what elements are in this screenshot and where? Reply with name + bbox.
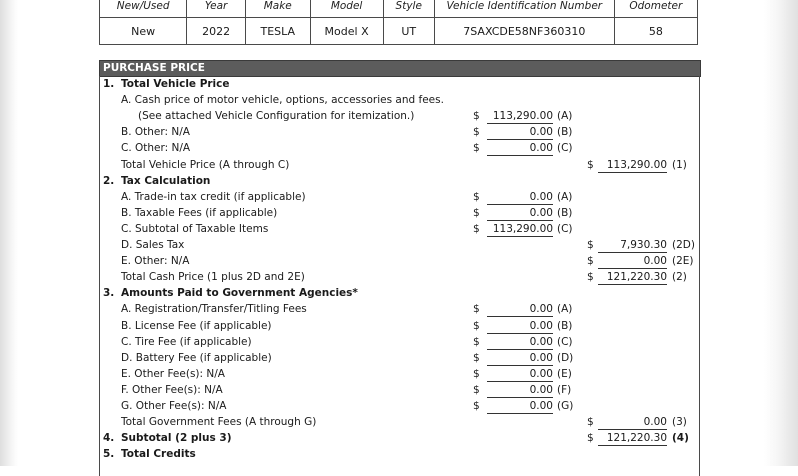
currency-symbol: $ bbox=[587, 255, 594, 268]
line-item-label: D. Sales Tax bbox=[121, 239, 185, 251]
section-number: 5. bbox=[103, 448, 115, 461]
currency-symbol: $ bbox=[473, 400, 480, 412]
line-item-label: Total Cash Price (1 plus 2D and 2E) bbox=[121, 271, 305, 284]
total-amount: 7,930.30 bbox=[598, 239, 667, 253]
line-item-code: (C) bbox=[557, 335, 573, 348]
currency-symbol: $ bbox=[473, 303, 480, 316]
value-new-used: New bbox=[100, 18, 187, 45]
line-item-amount: 113,290.00 bbox=[487, 110, 553, 124]
section-number: 2. bbox=[103, 174, 115, 187]
section-number: 3. bbox=[103, 287, 115, 300]
line-item-label: A. Registration/Transfer/Titling Fees bbox=[121, 303, 307, 316]
line-item-label: E. Other Fee(s): N/A bbox=[121, 367, 225, 380]
currency-symbol: $ bbox=[473, 142, 480, 155]
currency-symbol: $ bbox=[473, 351, 480, 364]
currency-symbol: $ bbox=[587, 239, 594, 251]
value-year: 2022 bbox=[187, 18, 246, 45]
section-title: Total Vehicle Price bbox=[121, 78, 230, 90]
header-make: Make bbox=[245, 0, 310, 18]
line-item-label: B. License Fee (if applicable) bbox=[121, 319, 272, 332]
section-title: Total Credits bbox=[121, 448, 196, 461]
line-item-label: A. Trade-in tax credit (if applicable) bbox=[121, 190, 306, 203]
line-item-code: (C) bbox=[557, 222, 573, 235]
line-item-amount: 0.00 bbox=[487, 142, 553, 156]
line-item-label: (See attached Vehicle Configuration for itemization.) bbox=[138, 110, 415, 123]
line-item-code: (E) bbox=[557, 367, 572, 380]
line-item-amount: 0.00 bbox=[487, 400, 553, 414]
line-item-code: (B) bbox=[557, 206, 573, 219]
header-vin: Vehicle Identification Number bbox=[434, 0, 614, 18]
total-amount: 0.00 bbox=[598, 416, 667, 430]
line-item-code: (A) bbox=[557, 110, 573, 123]
line-item-amount: 0.00 bbox=[487, 320, 553, 334]
line-item-label: C. Other: N/A bbox=[121, 142, 191, 155]
line-item-label: G. Other Fee(s): N/A bbox=[121, 400, 227, 412]
vehicle-info-table bbox=[99, 0, 698, 45]
line-item-label: C. Tire Fee (if applicable) bbox=[121, 335, 252, 348]
line-item-code: (B) bbox=[557, 319, 573, 332]
currency-symbol: $ bbox=[473, 383, 480, 396]
total-code: (2) bbox=[672, 271, 687, 284]
value-odometer: 58 bbox=[614, 18, 697, 45]
header-new-used: New/Used bbox=[100, 0, 187, 18]
section-title: Subtotal (2 plus 3) bbox=[121, 432, 232, 445]
line-item-label: Total Vehicle Price (A through C) bbox=[121, 158, 290, 171]
currency-symbol: $ bbox=[587, 158, 594, 171]
value-vin: 7SAXCDE58NF360310 bbox=[434, 18, 614, 45]
currency-symbol: $ bbox=[473, 110, 480, 123]
line-item-code: (D) bbox=[557, 351, 574, 364]
total-code: (1) bbox=[672, 158, 687, 171]
value-style: UT bbox=[383, 18, 434, 45]
total-code: (2D) bbox=[672, 239, 695, 251]
vehicle-table-header-row bbox=[100, 0, 698, 18]
line-item-code: (G) bbox=[557, 400, 574, 412]
section-title: Tax Calculation bbox=[121, 174, 211, 187]
section-title: Amounts Paid to Government Agencies* bbox=[121, 287, 358, 300]
total-amount: 121,220.30 bbox=[598, 432, 667, 446]
line-item-amount: 0.00 bbox=[487, 352, 553, 366]
line-item-amount: 0.00 bbox=[487, 207, 553, 221]
line-item-code: (A) bbox=[557, 190, 573, 203]
currency-symbol: $ bbox=[587, 271, 594, 284]
line-item-label: C. Subtotal of Taxable Items bbox=[121, 222, 269, 235]
currency-symbol: $ bbox=[473, 319, 480, 332]
total-code: (4) bbox=[672, 432, 689, 445]
line-item-label: B. Taxable Fees (if applicable) bbox=[121, 206, 278, 219]
currency-symbol: $ bbox=[587, 432, 594, 445]
line-item-label: B. Other: N/A bbox=[121, 126, 190, 139]
header-style: Style bbox=[383, 0, 434, 18]
line-item-amount: 113,290.00 bbox=[487, 223, 553, 237]
total-amount: 121,220.30 bbox=[598, 271, 667, 285]
total-code: (2E) bbox=[672, 255, 694, 268]
line-item-amount: 0.00 bbox=[487, 384, 553, 398]
line-item-code: (B) bbox=[557, 126, 573, 139]
line-item-amount: 0.00 bbox=[487, 368, 553, 382]
currency-symbol: $ bbox=[473, 367, 480, 380]
value-model: Model X bbox=[310, 18, 383, 45]
currency-symbol: $ bbox=[473, 222, 480, 235]
value-make: TESLA bbox=[245, 18, 310, 45]
currency-symbol: $ bbox=[473, 190, 480, 203]
line-item-label: Total Government Fees (A through G) bbox=[121, 416, 317, 429]
line-item-amount: 0.00 bbox=[487, 303, 553, 317]
currency-symbol: $ bbox=[473, 206, 480, 219]
header-model: Model bbox=[310, 0, 383, 18]
page-shadow-right bbox=[764, 0, 798, 466]
currency-symbol: $ bbox=[473, 126, 480, 139]
currency-symbol: $ bbox=[587, 416, 594, 429]
line-item-label: F. Other Fee(s): N/A bbox=[121, 383, 223, 396]
line-item-label: A. Cash price of motor vehicle, options, accessories and fees. bbox=[121, 94, 444, 107]
total-amount: 113,290.00 bbox=[598, 159, 667, 173]
header-year: Year bbox=[187, 0, 246, 18]
header-odometer: Odometer bbox=[614, 0, 697, 18]
line-item-code: (F) bbox=[557, 383, 572, 396]
line-item-code: (C) bbox=[557, 142, 573, 155]
section-number: 1. bbox=[103, 78, 115, 90]
total-code: (3) bbox=[672, 416, 687, 429]
page-shadow-left bbox=[0, 0, 18, 466]
vehicle-table-value-row bbox=[100, 18, 698, 45]
line-item-code: (A) bbox=[557, 303, 573, 316]
section-number: 4. bbox=[103, 432, 115, 445]
line-item-amount: 0.00 bbox=[487, 336, 553, 350]
line-item-label: E. Other: N/A bbox=[121, 255, 190, 268]
line-item-amount: 0.00 bbox=[487, 191, 553, 205]
line-item-label: D. Battery Fee (if applicable) bbox=[121, 351, 272, 364]
total-amount: 0.00 bbox=[598, 255, 667, 269]
line-item-amount: 0.00 bbox=[487, 126, 553, 140]
purchase-price-header: PURCHASE PRICE bbox=[99, 60, 701, 77]
currency-symbol: $ bbox=[473, 335, 480, 348]
